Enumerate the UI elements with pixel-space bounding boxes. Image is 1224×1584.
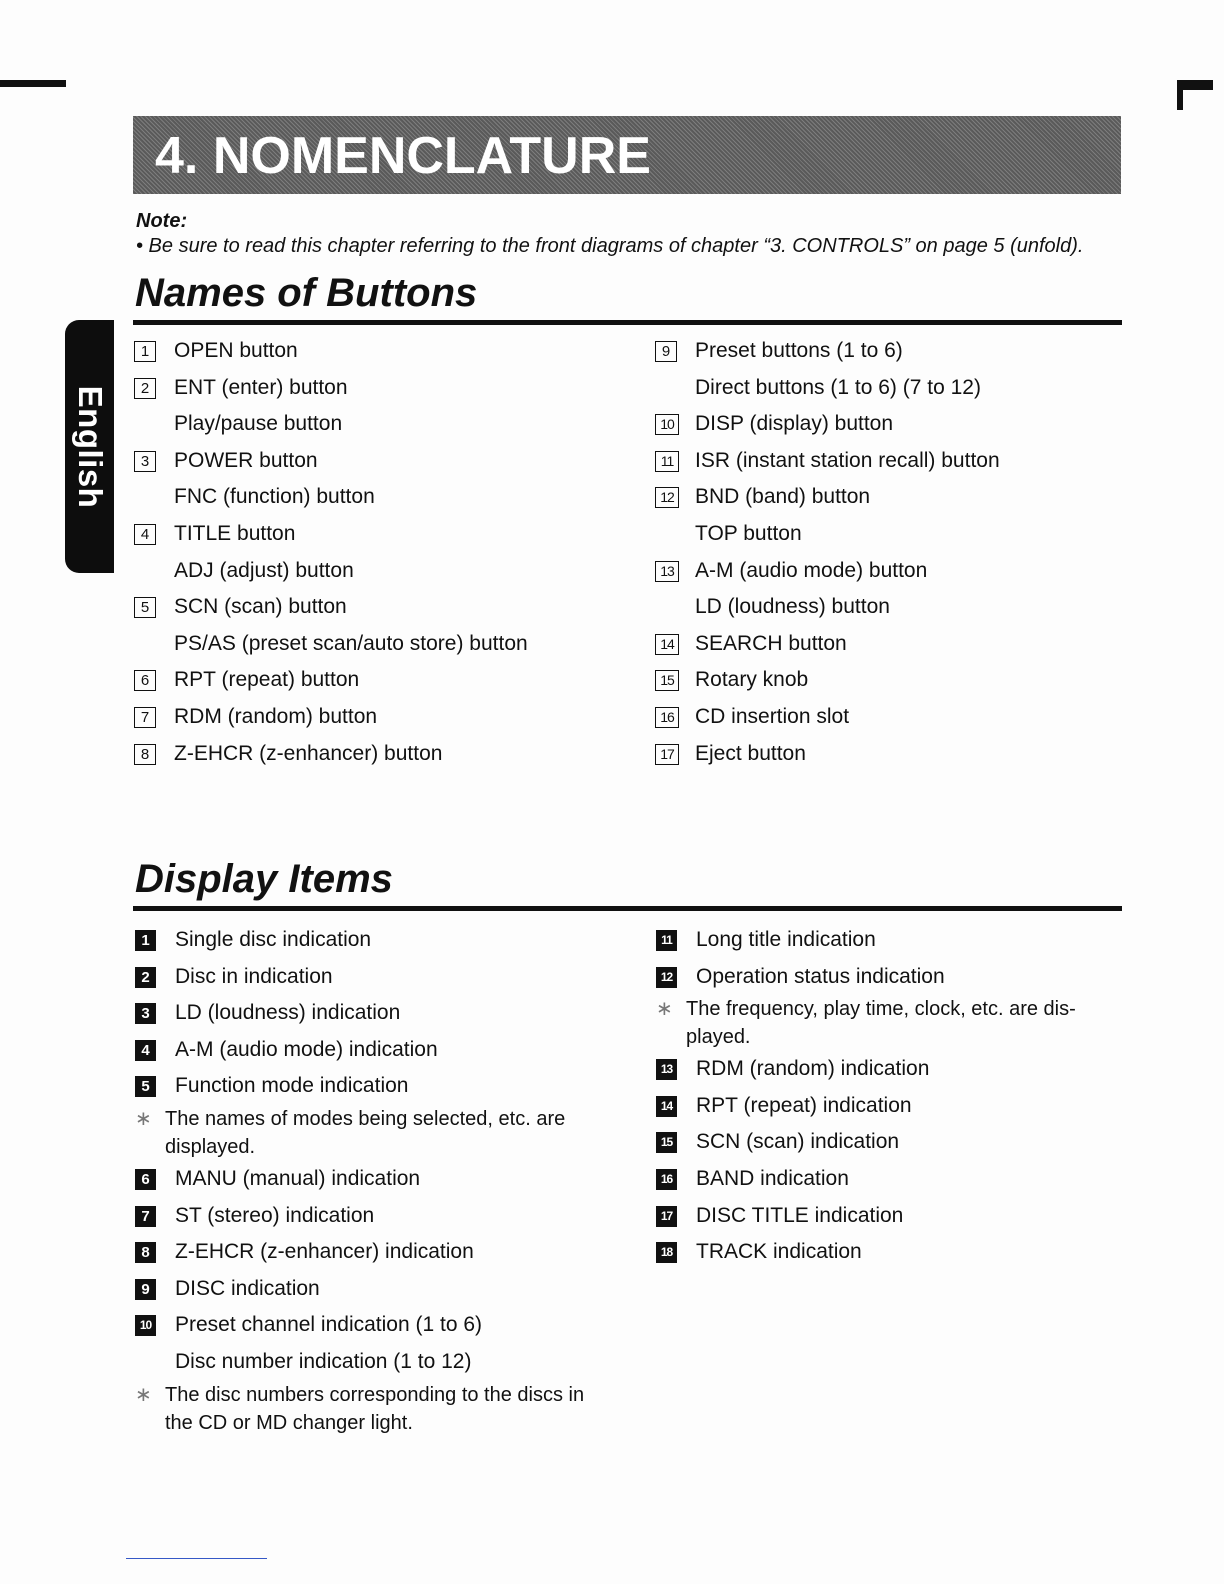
item-number-badge: 8 [134,744,156,765]
item-number-badge: 9 [655,341,677,362]
item-number-badge: 3 [134,451,156,472]
item-number-badge: 12 [655,487,679,508]
item-label: SCN (scan) button [174,595,347,619]
item-number-badge: 4 [135,1040,156,1061]
item-number-badge: 18 [656,1242,677,1263]
footnote [656,995,1126,1051]
item-number-badge: 7 [134,707,156,728]
list-item [655,406,1135,443]
list-item [134,553,634,590]
item-label: Rotary knob [695,668,809,692]
footnote-text: The frequency, play time, clock, etc. are dis-played. [686,998,1076,1049]
list-item [135,1271,605,1308]
language-tab-label: English [71,385,109,508]
item-number-badge: 1 [135,930,156,951]
list-item [134,443,634,480]
item-number-badge: 10 [655,414,679,435]
list-item [134,736,634,773]
item-number-badge: 15 [655,670,679,691]
item-label: BND (band) button [695,485,871,509]
item-label: BAND indication [696,1166,849,1190]
item-label: A-M (audio mode) button [695,558,928,582]
language-tab [65,320,114,573]
footnote-text: The names of modes being selected, etc. are displayed. [165,1107,566,1158]
item-label: LD (loudness) indication [175,1001,401,1025]
corner-mark-tick [1177,88,1183,110]
buttons-heading-rule [133,320,1122,325]
item-number-badge: 6 [135,1169,156,1190]
item-label: A-M (audio mode) indication [175,1037,438,1061]
list-item [655,443,1135,480]
list-item [134,699,634,736]
item-label: RPT (repeat) indication [696,1093,912,1117]
item-label: ADJ (adjust) button [174,558,354,582]
item-label: Long title indication [696,928,876,951]
item-label: RDM (random) button [174,704,378,728]
buttons-heading: Names of Buttons [135,271,478,315]
list-item [656,922,1126,959]
item-label: RPT (repeat) button [174,668,360,692]
list-item [135,1198,605,1235]
item-number-badge: 13 [656,1059,677,1080]
item-number-badge: 12 [656,967,677,988]
item-number-badge: 8 [135,1242,156,1263]
list-item [135,1068,605,1105]
item-number-badge: 3 [135,1003,156,1024]
top-left-rule [0,80,66,87]
asterisk-icon: ∗ [656,998,673,1021]
page-title: 4. NOMENCLATURE [155,127,651,185]
list-item [655,516,1135,553]
list-item [134,516,634,553]
list-item [134,626,634,663]
list-item [656,1161,1126,1198]
item-number-badge: 5 [134,597,156,618]
footnote [135,1105,605,1161]
list-item [655,699,1135,736]
item-label: TOP button [695,521,802,545]
title-banner [133,116,1121,194]
list-item [655,589,1135,626]
item-label: SCN (scan) indication [696,1130,900,1154]
item-label: Z-EHCR (z-enhancer) button [174,741,443,765]
asterisk-icon: ∗ [135,1383,152,1406]
list-item [655,662,1135,699]
item-label: Function mode indication [175,1074,409,1098]
list-item [134,589,634,626]
buttons-right-column [655,333,1135,772]
item-label: Operation status indication [696,964,945,988]
list-item [656,1088,1126,1125]
item-label: ST (stereo) indication [175,1203,375,1227]
list-item [134,406,634,443]
item-label: SEARCH button [695,631,847,655]
item-label: Disc in indication [175,964,333,988]
display-heading: Display Items [135,857,393,901]
list-item [655,626,1135,663]
item-label: CD insertion slot [695,704,850,728]
list-item [656,959,1126,996]
list-item [135,1161,605,1198]
item-label: ISR (instant station recall) button [695,448,1000,472]
item-number-badge: 14 [655,634,679,655]
list-item [135,922,605,959]
item-label: Preset buttons (1 to 6) [695,339,903,362]
item-label: LD (loudness) button [695,595,890,619]
item-number-badge: 4 [134,524,156,545]
item-label: Play/pause button [174,412,343,436]
asterisk-icon: ∗ [135,1107,152,1130]
item-number-badge: 11 [655,451,679,472]
item-label: Direct buttons (1 to 6) (7 to 12) [695,375,981,399]
item-number-badge: 6 [134,670,156,691]
item-number-badge: 13 [655,561,679,582]
item-number-badge: 16 [656,1169,677,1190]
item-number-badge: 9 [135,1279,156,1300]
note-block [136,210,1083,258]
list-item [656,1234,1126,1271]
item-number-badge: 11 [656,930,677,951]
item-label: RDM (random) indication [696,1057,930,1081]
item-label: POWER button [174,448,318,472]
item-number-badge: 2 [134,378,156,399]
list-item [134,333,634,370]
list-item [135,995,605,1032]
item-number-badge: 14 [656,1096,677,1117]
list-item [135,1344,605,1381]
item-number-badge: 17 [655,744,679,765]
item-label: TITLE button [174,521,296,545]
note-text: • Be sure to read this chapter referring to the front diagrams of chapter “3. CONTROLS” on page 5 (unfold). [136,235,1084,257]
item-label: Preset channel indication (1 to 6) [175,1313,483,1337]
display-heading-rule [133,906,1122,911]
item-number-badge: 15 [656,1132,677,1153]
list-item [655,479,1135,516]
item-label: Z-EHCR (z-enhancer) indication [175,1240,474,1264]
item-label: ENT (enter) button [174,375,348,399]
item-label: DISP (display) button [695,412,894,436]
list-item [135,959,605,996]
item-label: Single disc indication [175,928,372,951]
bottom-rule [126,1558,267,1559]
list-item [135,1234,605,1271]
buttons-left-column [134,333,634,772]
list-item [655,553,1135,590]
item-label: Eject button [695,741,806,765]
item-label: TRACK indication [696,1240,862,1264]
display-right-column [656,922,1126,1271]
item-label: DISC TITLE indication [696,1203,904,1227]
list-item [134,479,634,516]
list-item [656,1051,1126,1088]
list-item [655,333,1135,370]
list-item [134,662,634,699]
item-number-badge: 5 [135,1076,156,1097]
item-number-badge: 1 [134,341,156,362]
list-item [135,1032,605,1069]
item-number-badge: 17 [656,1206,677,1227]
list-item [655,736,1135,773]
item-number-badge: 7 [135,1206,156,1227]
list-item [656,1124,1126,1161]
list-item [656,1198,1126,1235]
list-item [134,370,634,407]
list-item [655,370,1135,407]
footnote-text: The disc numbers corresponding to the discs in the CD or MD changer light. [165,1383,585,1434]
note-label: Note: [136,210,188,232]
item-label: PS/AS (preset scan/auto store) button [174,631,528,655]
item-label: MANU (manual) indication [175,1166,421,1190]
footnote [135,1381,605,1437]
list-item [135,1307,605,1344]
display-left-column [135,922,605,1437]
item-label: OPEN button [174,339,298,362]
item-label: DISC indication [175,1276,320,1300]
item-number-badge: 16 [655,707,679,728]
item-label: FNC (function) button [174,485,375,509]
item-number-badge: 2 [135,967,156,988]
item-label: Disc number indication (1 to 12) [175,1349,472,1373]
item-number-badge: 10 [135,1315,156,1336]
